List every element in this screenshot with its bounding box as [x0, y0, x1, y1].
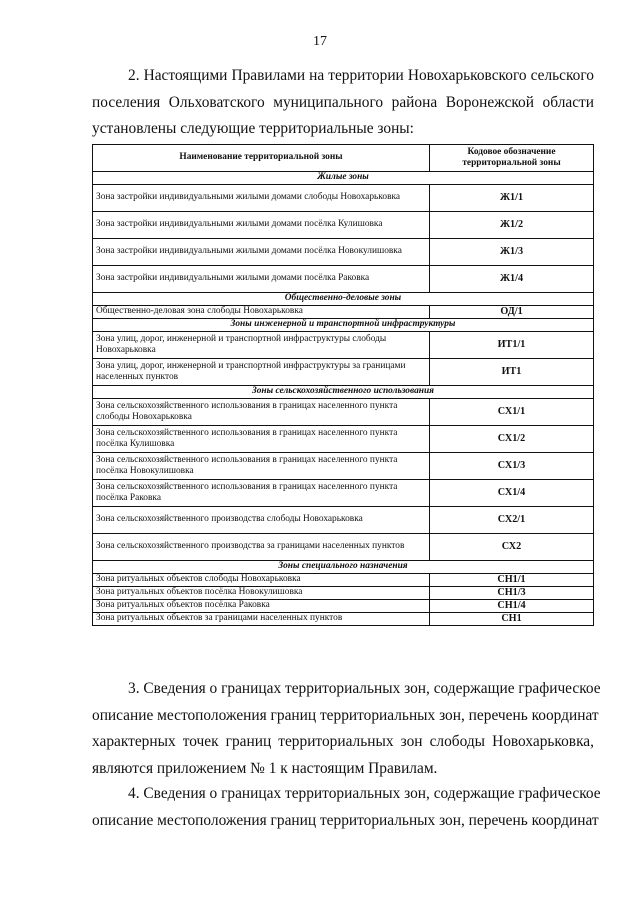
zone-name: Зона застройки индивидуальными жилыми домами посёлка Новокулишовка [93, 239, 430, 266]
table-header-row [93, 145, 594, 172]
section-title: Зоны специального назначения [93, 561, 594, 574]
table-row [93, 600, 594, 613]
zone-code: Ж1/1 [430, 185, 594, 212]
table-row [93, 399, 594, 426]
table-row [93, 480, 594, 507]
table-row [93, 306, 594, 319]
zone-code: Ж1/3 [430, 239, 594, 266]
paragraph-line: 2. Настоящими Правилами на территории Новохарьковского сельского [128, 67, 594, 84]
table-section-row [93, 172, 594, 185]
zone-code: СН1/3 [430, 587, 594, 600]
zone-code: СХ1/4 [430, 480, 594, 507]
paragraph-line: описание местоположения границ территориальных зон, перечень координат [92, 706, 599, 724]
paragraph-line: 4. Сведения о границах территориальных зон, содержащие графическое [128, 785, 601, 802]
paragraph-line: характерных точек границ территориальных зон слободы Новохарьковка, [92, 733, 594, 750]
paragraph-3 [92, 676, 601, 782]
zone-code: ОД/1 [430, 306, 594, 319]
zone-code: СХ1/1 [430, 399, 594, 426]
zone-code: СН1/1 [430, 574, 594, 587]
table-section-row [93, 561, 594, 574]
zone-name: Зона ритуальных объектов посёлка Раковка [93, 600, 430, 613]
table-section-row [93, 293, 594, 306]
paragraph-line: являются приложением № 1 к настоящим Правилам. [92, 759, 438, 777]
table-row [93, 359, 594, 386]
zone-code: ИТ1/1 [430, 332, 594, 359]
paragraph-2 [92, 63, 594, 143]
paragraph-4 [92, 781, 601, 834]
zone-code: СН1 [430, 613, 594, 626]
zone-name: Общественно-деловая зона слободы Новохарьковка [93, 306, 430, 319]
zone-name: Зона сельскохозяйственного производства за границами населенных пунктов [93, 534, 430, 561]
table-section-row [93, 386, 594, 399]
table-row [93, 185, 594, 212]
zone-name: Зона сельскохозяйственного использования в границах населенного пункта посёлка Новокулишовка [93, 453, 430, 480]
zone-code: СХ1/2 [430, 426, 594, 453]
paragraph-line: описание местоположения границ территориальных зон, перечень координат [92, 811, 599, 829]
table-row [93, 574, 594, 587]
table-row [93, 332, 594, 359]
zone-name: Зона улиц, дорог, инженерной и транспортной инфраструктуры слободы Новохарьковка [93, 332, 430, 359]
table-row [93, 587, 594, 600]
table-row [93, 453, 594, 480]
zone-name: Зона сельскохозяйственного использования в границах населенного пункта посёлка Раковка [93, 480, 430, 507]
zone-code: СХ2/1 [430, 507, 594, 534]
table-row [93, 426, 594, 453]
zone-name: Зона сельскохозяйственного использования в границах населенного пункта посёлка Кулишовка [93, 426, 430, 453]
zone-code: СН1/4 [430, 600, 594, 613]
zone-name: Зона застройки индивидуальными жилыми домами посёлка Кулишовка [93, 212, 430, 239]
table-row [93, 534, 594, 561]
zone-name: Зона застройки индивидуальными жилыми домами слободы Новохарьковка [93, 185, 430, 212]
section-title: Общественно-деловые зоны [93, 293, 594, 306]
zone-name: Зона ритуальных объектов посёлка Новокулишовка [93, 587, 430, 600]
paragraph-line: 3. Сведения о границах территориальных зон, содержащие графическое [128, 680, 601, 697]
section-title: Жилые зоны [93, 172, 594, 185]
zone-name: Зона улиц, дорог, инженерной и транспортной инфраструктуры за границами населенных пунктов [93, 359, 430, 386]
zone-code: СХ2 [430, 534, 594, 561]
section-title: Зоны инженерной и транспортной инфраструктуры [93, 319, 594, 332]
page-number: 17 [313, 34, 327, 49]
paragraph-line: поселения Ольховатского муниципального района Воронежской области [92, 93, 594, 111]
table-section-row [93, 319, 594, 332]
zone-name: Зона застройки индивидуальными жилыми домами посёлка Раковка [93, 266, 430, 293]
zone-code: Ж1/4 [430, 266, 594, 293]
zone-name: Зона сельскохозяйственного производства слободы Новохарьковка [93, 507, 430, 534]
section-title: Зоны сельскохозяйственного использования [93, 386, 594, 399]
zone-code: Ж1/2 [430, 212, 594, 239]
zone-name: Зона сельскохозяйственного использования в границах населенного пункта слободы Новохарьковка [93, 399, 430, 426]
zone-code: ИТ1 [430, 359, 594, 386]
table-row [93, 212, 594, 239]
zone-name: Зона ритуальных объектов слободы Новохарьковка [93, 574, 430, 587]
header-zone-code: Кодовое обозначение территориальной зоны [430, 145, 594, 172]
territorial-zones-table [92, 144, 594, 626]
paragraph-line: установлены следующие территориальные зоны: [92, 120, 414, 137]
zone-code: СХ1/3 [430, 453, 594, 480]
table-row [93, 507, 594, 534]
zone-name: Зона ритуальных объектов за границами населенных пунктов [93, 613, 430, 626]
header-zone-name: Наименование территориальной зоны [93, 145, 430, 172]
table-row [93, 613, 594, 626]
table-row [93, 266, 594, 293]
table-row [93, 239, 594, 266]
